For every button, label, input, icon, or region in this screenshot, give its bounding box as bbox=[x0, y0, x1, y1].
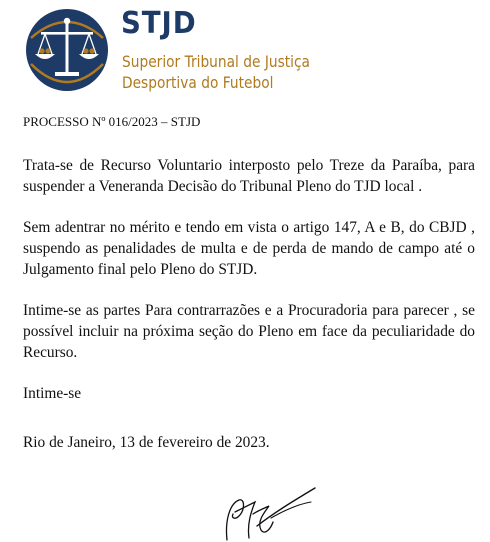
document-header bbox=[25, 8, 465, 98]
process-number: PROCESSO Nº 016/2023 – STJD bbox=[23, 114, 201, 129]
org-acronym: STJD bbox=[121, 6, 197, 41]
paragraph-decision: Sem adentrar no mérito e tendo em vista o artigo 147, A e B, do CBJD , suspendo as penalidades de multa e de perda de mando de campo até o Julgamento final pelo Pleno do STJD. bbox=[23, 219, 475, 278]
closing-line: Intime-se bbox=[23, 385, 82, 402]
org-name-line2: Desportiva do Futebol bbox=[122, 73, 274, 92]
date-line: Rio de Janeiro, 13 de fevereiro de 2023. bbox=[23, 434, 270, 451]
paragraph-summons: Intime-se as partes Para contrarrazões e a Procuradoria para parecer , se possível incluir na próxima seção do Pleno em face da peculiaridade do Recurso. bbox=[23, 302, 475, 361]
document-body bbox=[23, 114, 475, 473]
scales-of-justice-emblem-icon bbox=[25, 8, 109, 92]
handwritten-signature bbox=[215, 482, 325, 542]
org-name-line1: Superior Tribunal de Justiça bbox=[122, 52, 310, 71]
paragraph-appeal: Trata-se de Recurso Voluntario interposto pelo Treze da Paraíba, para suspender a Veneranda Decisão do Tribunal Pleno do TJD local . bbox=[23, 157, 475, 195]
